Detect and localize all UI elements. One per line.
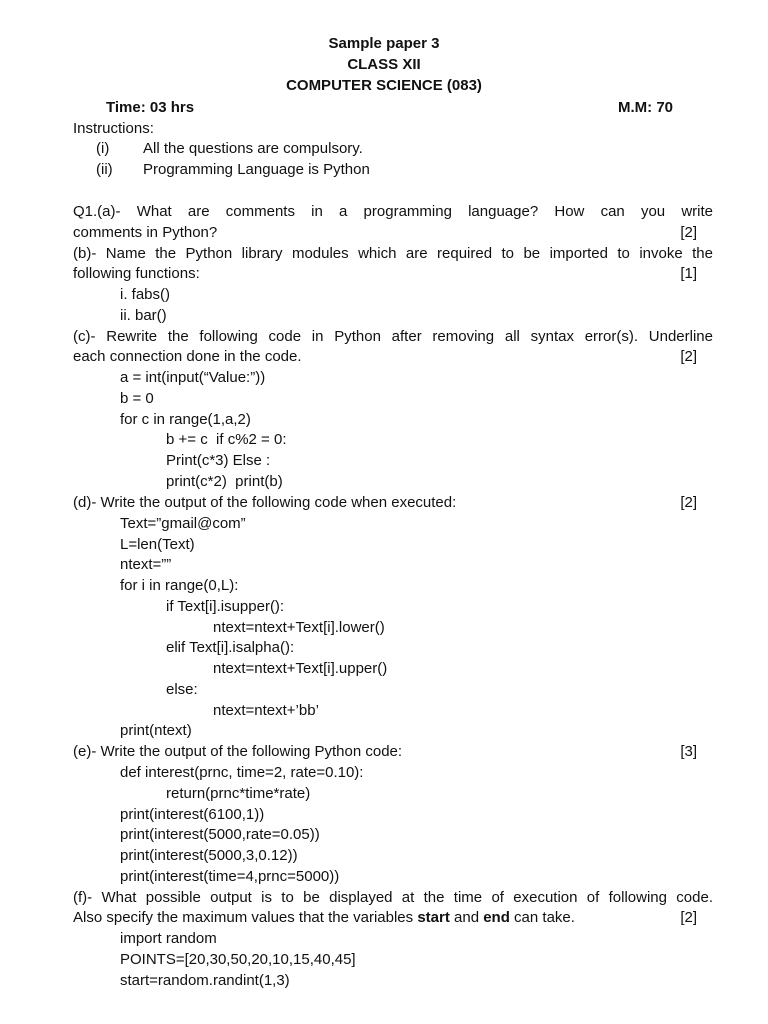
code-line: print(ntext) <box>120 722 192 739</box>
q1e-line-1: (e)- Write the output of the following Python code: <box>73 743 403 760</box>
q1d-marks: [2] <box>680 494 697 511</box>
q1a-marks: [2] <box>680 224 697 241</box>
subject-label: COMPUTER SCIENCE (083) <box>286 77 482 94</box>
code-line: def interest(prnc, time=2, rate=0.10): <box>120 764 364 781</box>
q1b-line-1: (b)- Name the Python library modules which are required to be imported to invoke the <box>73 245 713 262</box>
code-line: print(interest(time=4,prnc=5000)) <box>120 868 340 885</box>
code-line: ntext=ntext+’bb’ <box>213 702 319 719</box>
class-label: CLASS XII <box>347 56 421 73</box>
code-line: elif Text[i].isalpha(): <box>166 639 295 656</box>
q1b-marks: [1] <box>680 265 697 282</box>
code-line: ntext=ntext+Text[i].upper() <box>213 660 388 677</box>
code-line: ntext=ntext+Text[i].lower() <box>213 619 385 636</box>
q1f-text: and <box>449 909 484 926</box>
code-line: print(interest(6100,1)) <box>120 806 265 823</box>
code-line: ntext=”” <box>120 556 172 573</box>
q1a-line-1: Q1.(a)- What are comments in a programming language? How can you write <box>73 203 713 220</box>
q1f-text: Also specify the maximum values that the variables <box>73 909 418 926</box>
code-line: import random <box>120 930 217 947</box>
code-line: Text=”gmail@com” <box>120 515 246 532</box>
var-start: start <box>417 909 450 926</box>
q1e-marks: [3] <box>680 743 697 760</box>
q1b-line-2: following functions: <box>73 265 200 282</box>
code-line: for i in range(0,L): <box>120 577 239 594</box>
time-label: Time: 03 hrs <box>106 99 195 116</box>
code-line: b = 0 <box>120 390 154 407</box>
code-line: if Text[i].isupper(): <box>166 598 285 615</box>
instruction-number: (i) <box>96 140 110 157</box>
code-line: print(c*2) print(b) <box>166 473 283 490</box>
code-line: POINTS=[20,30,50,20,10,15,40,45] <box>120 951 356 968</box>
q1c-marks: [2] <box>680 348 697 365</box>
paper-title: Sample paper 3 <box>328 35 440 52</box>
instruction-text: Programming Language is Python <box>143 161 370 178</box>
code-line: start=random.randint(1,3) <box>120 972 290 989</box>
q1b-item: ii. bar() <box>120 307 167 324</box>
q1f-text: can take. <box>509 909 575 926</box>
q1b-item: i. fabs() <box>120 286 171 303</box>
code-line: print(interest(5000,3,0.12)) <box>120 847 298 864</box>
code-line: b += c if c%2 = 0: <box>166 431 287 448</box>
q1c-line-2: each connection done in the code. <box>73 348 302 365</box>
code-line: return(prnc*time*rate) <box>166 785 311 802</box>
code-line: for c in range(1,a,2) <box>120 411 251 428</box>
var-end: end <box>483 909 510 926</box>
instruction-text: All the questions are compulsory. <box>143 140 363 157</box>
code-line: a = int(input(“Value:”)) <box>120 369 266 386</box>
instruction-number: (ii) <box>96 161 113 178</box>
code-line: Print(c*3) Else : <box>166 452 271 469</box>
max-marks-label: M.M: 70 <box>618 99 674 116</box>
instructions-heading: Instructions: <box>73 120 154 137</box>
code-line: L=len(Text) <box>120 536 195 553</box>
q1c-line-1: (c)- Rewrite the following code in Python after removing all syntax error(s). Underline <box>73 328 713 345</box>
q1f-marks: [2] <box>680 909 697 926</box>
q1f-line-2 <box>73 908 575 928</box>
q1f-line-1: (f)- What possible output is to be displayed at the time of execution of following code. <box>73 889 713 906</box>
q1d-line-1: (d)- Write the output of the following code when executed: <box>73 494 457 511</box>
code-line: print(interest(5000,rate=0.05)) <box>120 826 320 843</box>
code-line: else: <box>166 681 198 698</box>
q1a-line-2: comments in Python? <box>73 224 218 241</box>
